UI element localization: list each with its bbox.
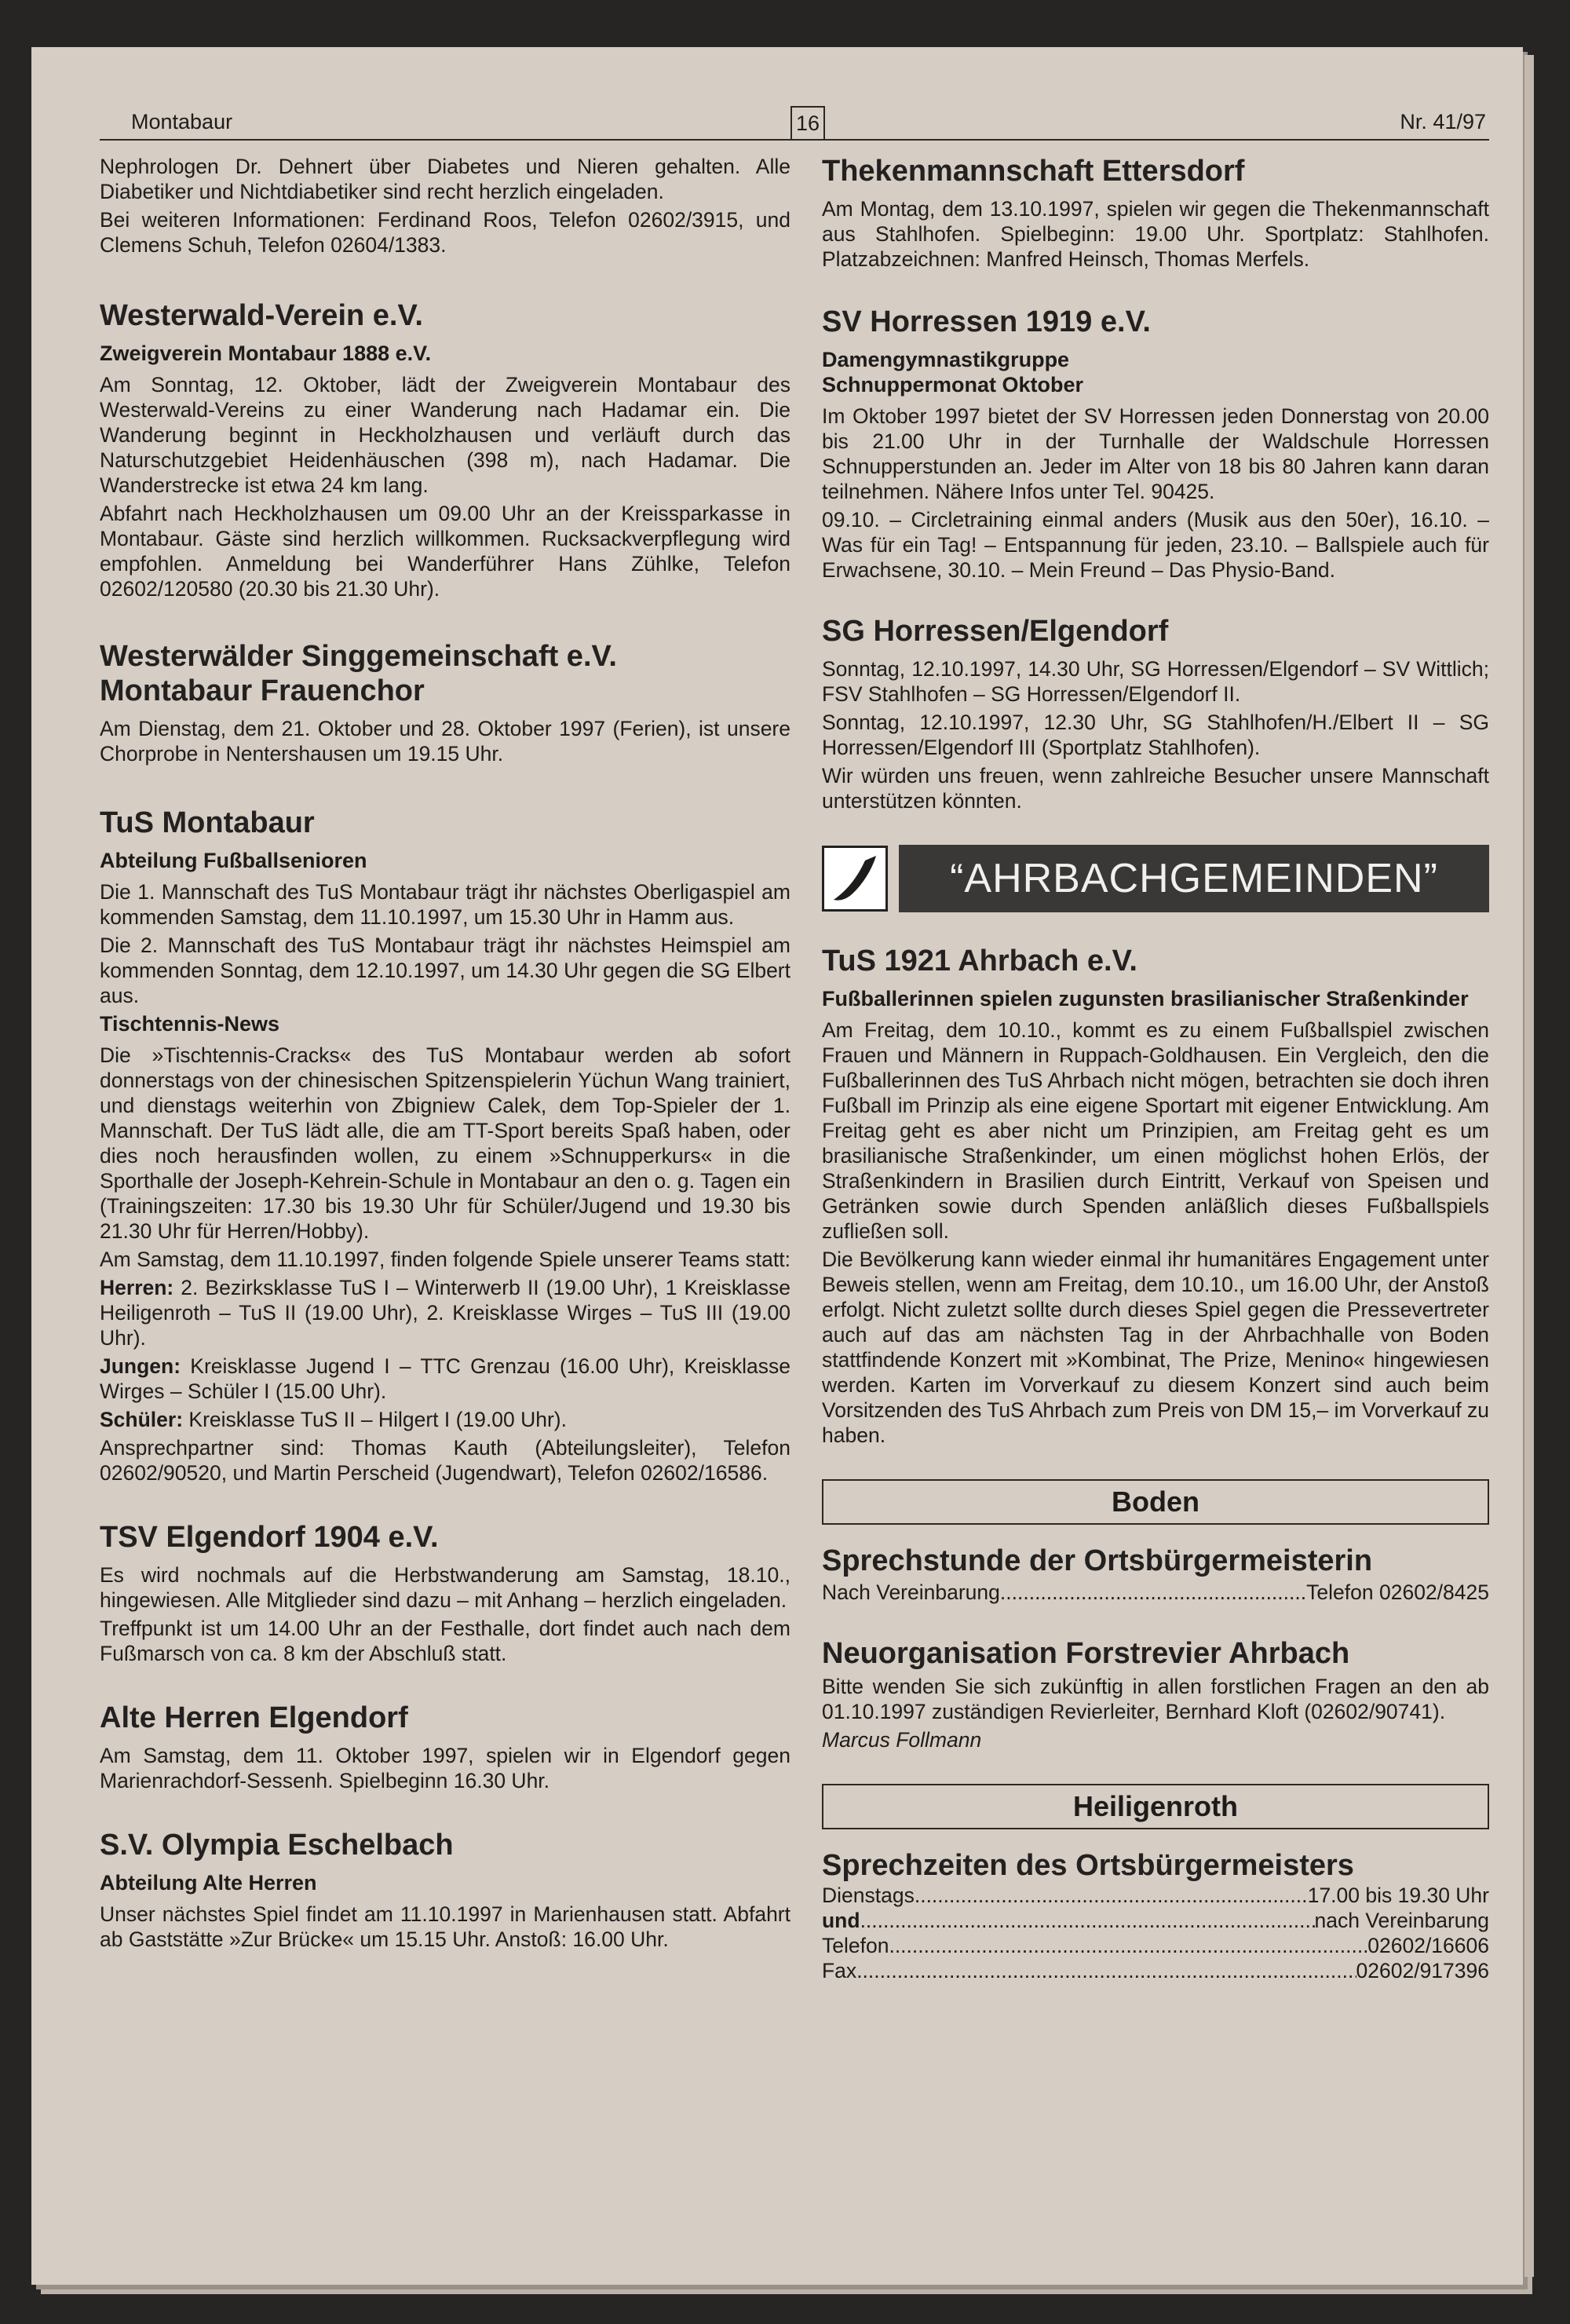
schueler-text: Kreisklasse TuS II – Hilgert I (19.00 Uhr).	[183, 1408, 567, 1431]
heiligenroth-title: Sprechzeiten des Ortsbürgermeisters	[822, 1849, 1354, 1882]
row-left: und	[822, 1909, 860, 1932]
ahrbach-logo	[822, 846, 888, 912]
horressen-para-1: Im Oktober 1997 bietet der SV Horressen jeden Donnerstag von 20.00 bis 21.00 Uhr in der Turnhalle der Waldschule Horressen Schnupperstunden an. Jeder im Alter von 18 bis 80 Jahren kann daran teilnehmen. Nähere Infos unter Tel. 90425.	[822, 404, 1489, 503]
leader-dots	[915, 1883, 1308, 1908]
herren-text: 2. Bezirksklasse TuS I – Winterwerb II (19.00 Uhr), 1 Kreisklasse Heiligenroth – TuS II (19.00 Uhr), 2. Kreisklasse Wirges – TuS III (19.00 Uhr).	[100, 1276, 790, 1350]
heiligenroth-section	[822, 1848, 1489, 1983]
intro-para-1: Nephrologen Dr. Dehnert über Diabetes und Nieren gehalten. Alle Diabetiker und Nichtdiabetiker sind recht herzlich eingeladen.	[100, 155, 790, 203]
altherren-para: Am Samstag, dem 11. Oktober 1997, spielen wir in Elgendorf gegen Marienrachdorf-Sessenh. Spielbeginn 16.30 Uhr.	[100, 1744, 790, 1792]
intro-section	[100, 154, 790, 258]
westerwald-section	[100, 298, 790, 601]
horressen-section	[822, 305, 1489, 583]
singgemeinschaft-title-2: Montabaur Frauenchor	[100, 674, 425, 707]
altherren-section	[100, 1701, 790, 1793]
tus-schueler	[100, 1407, 790, 1432]
heiligenroth-box: Heiligenroth	[822, 1784, 1489, 1829]
boden-signature: Marcus Follmann	[822, 1728, 982, 1752]
tus-title: TuS Montabaur	[100, 806, 315, 839]
row-right: 02602/917396	[1356, 1959, 1489, 1982]
schueler-label: Schüler:	[100, 1408, 184, 1431]
swoosh-icon	[829, 853, 881, 904]
tus-subtitle-tt: Tischtennis-News	[100, 1012, 280, 1036]
page-edge	[1524, 55, 1534, 2277]
boden-para: Bitte wenden Sie sich zukünftig in allen forstlichen Fragen an den ab 01.10.1997 zuständigen Revierleiter, Bernhard Kloft (02602/90741).	[822, 1675, 1489, 1723]
sg-title: SG Horressen/Elgendorf	[822, 615, 1169, 648]
singgemeinschaft-section	[100, 639, 790, 766]
boden-box: Boden	[822, 1479, 1489, 1525]
theken-para: Am Montag, dem 13.10.1997, spielen wir gegen die Thekenmannschaft aus Stahlhofen. Spielbeginn: 19.00 Uhr. Sportplatz: Stahlhofen. Platzabzeichnen: Manfred Heinsch, Thomas Merfels.	[822, 197, 1489, 271]
heiligenroth-row-dienstags	[822, 1883, 1489, 1908]
tus-section	[100, 806, 790, 1485]
olympia-para: Unser nächstes Spiel findet am 11.10.1997 in Marienhausen statt. Abfahrt ab Gaststätte »Zur Brücke« um 15.15 Uhr. Anstoß: 16.00 Uhr.	[100, 1902, 790, 1951]
tus-tt-para-2: Am Samstag, dem 11.10.1997, finden folgende Spiele unserer Teams statt:	[100, 1248, 790, 1271]
jungen-text: Kreisklasse Jugend I – TTC Grenzau (16.00 Uhr), Kreisklasse Wirges – Schüler I (15.00 Uhr).	[100, 1354, 790, 1403]
row-right: 02602/16606	[1367, 1934, 1489, 1957]
intro-para-2: Bei weiteren Informationen: Ferdinand Roos, Telefon 02602/3915, und Clemens Schuh, Telefon 02604/1383.	[100, 208, 790, 257]
row-right: nach Vereinbarung	[1314, 1909, 1489, 1932]
tus-jungen	[100, 1354, 790, 1404]
westerwald-para-1: Am Sonntag, 12. Oktober, lädt der Zweigverein Montabaur des Westerwald-Vereins zu einer Wanderung nach Hadamar ein. Die Wanderung beginnt in Heckholzhausen und verläuft durch das Naturschutzgebiet Heidenhäuschen (398 m), nach Hadamar. Die Wanderstrecke ist etwa 24 km lang.	[100, 373, 790, 497]
olympia-title: S.V. Olympia Eschelbach	[100, 1829, 454, 1862]
boden-leader-left: Nach Vereinbarung	[822, 1580, 1000, 1604]
tus-subtitle-fussball: Abteilung Fußballsenioren	[100, 849, 367, 872]
sg-para-2: Sonntag, 12.10.1997, 12.30 Uhr, SG Stahlhofen/H./Elbert II – SG Horressen/Elgendorf III (Sportplatz Stahlhofen).	[822, 711, 1489, 759]
ahrbach-banner	[822, 845, 1489, 912]
ahrbach-banner-text: “AHRBACHGEMEINDEN”	[899, 845, 1489, 912]
leader-dots	[856, 1958, 1356, 1983]
ahrbach-title: TuS 1921 Ahrbach e.V.	[822, 945, 1137, 977]
ahrbach-para-1: Am Freitag, dem 10.10., kommt es zu einem Fußballspiel zwischen Frauen und Männern in Ruppach-Goldhausen. Ein Vergleich, den die Fußballerinnen des TuS Ahrbach nicht mögen, betrachten sie doch ihren Fußball im Prinzip als eine eigene Sportart mit eigener Entwicklung. Am Freitag geht es aber nicht um Prinzipien, am Freitag geht es um brasilianische Straßenkinder, um einen möglichst hohen Erlös, der Straßenkindern in Brasilien durch Eintritt, Verkauf von Speisen und Getränken sowie durch Spenden anläßlich dieses Fußballspiels zufließen soll.	[822, 1018, 1489, 1243]
tsv-para-2: Treffpunkt ist um 14.00 Uhr an der Festhalle, dort findet auch nach dem Fußmarsch von ca. 8 km der Abschluß statt.	[100, 1617, 790, 1665]
page-header	[100, 104, 1489, 141]
horressen-subtitle-2: Schnuppermonat Oktober	[822, 373, 1084, 396]
heiligenroth-row-telefon	[822, 1933, 1489, 1958]
row-left: Telefon	[822, 1934, 889, 1957]
singgemeinschaft-para: Am Dienstag, dem 21. Oktober und 28. Oktober 1997 (Ferien), ist unsere Chorprobe in Nentershausen um 19.15 Uhr.	[100, 717, 790, 766]
ahrbach-subtitle: Fußballerinnen spielen zugunsten brasilianischer Straßenkinder	[822, 987, 1469, 1010]
leader-dots	[860, 1908, 1315, 1933]
sg-para-3: Wir würden uns freuen, wenn zahlreiche Besucher unsere Mannschaft unterstützen könnten.	[822, 764, 1489, 813]
westerwald-para-2: Abfahrt nach Heckholzhausen um 09.00 Uhr an der Kreissparkasse in Montabaur. Gäste sind herzlich willkommen. Rucksackverpflegung wird empfohlen. Anmeldung bei Wanderführer Hans Zühlke, Telefon 02602/120580 (20.30 bis 21.30 Uhr).	[100, 502, 790, 601]
header-issue: Nr. 41/97	[1400, 110, 1486, 133]
leader-dots	[1000, 1580, 1306, 1605]
sg-section	[822, 614, 1489, 813]
singgemeinschaft-title-1: Westerwälder Singgemeinschaft e.V.	[100, 640, 617, 673]
westerwald-title: Westerwald-Verein e.V.	[100, 299, 423, 332]
horressen-subtitle-1: Damengymnastikgruppe	[822, 348, 1070, 371]
theken-title: Thekenmannschaft Ettersdorf	[822, 155, 1245, 188]
jungen-label: Jungen:	[100, 1354, 181, 1378]
header-town: Montabaur	[131, 110, 233, 133]
olympia-subtitle: Abteilung Alte Herren	[100, 1871, 317, 1895]
tsv-title: TSV Elgendorf 1904 e.V.	[100, 1521, 439, 1554]
sg-para-1: Sonntag, 12.10.1997, 14.30 Uhr, SG Horressen/Elgendorf – SV Wittlich; FSV Stahlhofen – SG Horressen/Elgendorf II.	[822, 657, 1489, 706]
horressen-title: SV Horressen 1919 e.V.	[822, 305, 1151, 338]
row-left: Fax	[822, 1959, 857, 1982]
olympia-section	[100, 1828, 790, 1952]
westerwald-subtitle: Zweigverein Montabaur 1888 e.V.	[100, 342, 432, 365]
page-number-box: 16	[790, 106, 825, 141]
right-column	[822, 154, 1489, 2029]
tus-tt-para-1: Die »Tischtennis-Cracks« des TuS Montabaur werden ab sofort donnerstags von der chinesischen Spitzenspielerin Yüchun Wang trainiert, und dienstags weiterhin von Zbigniew Calek, dem Top-Spieler der 1. Mannschaft. Der TuS lädt alle, die am TT-Sport bereits Spaß haben, oder dies noch herausfinden wollen, zu einem »Schnupperkurs« in die Sporthalle der Joseph-Kehrein-Schule in Montabaur an den o. g. Tagen ein (Trainingszeiten: 17.30 bis 19.30 Uhr für Schüler/Jugend und 19.30 bis 21.30 Uhr für Herren/Hobby).	[100, 1043, 790, 1243]
row-left: Dienstags	[822, 1884, 915, 1907]
boden-section	[822, 1544, 1489, 1752]
heiligenroth-row-und	[822, 1908, 1489, 1933]
boden-title-1: Sprechstunde der Ortsbürgermeisterin	[822, 1544, 1373, 1577]
tsv-para-1: Es wird nochmals auf die Herbstwanderung am Samstag, 18.10., hingewiesen. Alle Mitglieder sind dazu – mit Anhang – herzlich eingeladen.	[100, 1563, 790, 1612]
tus-fussball-para-2: Die 2. Mannschaft des TuS Montabaur trägt ihr nächstes Heimspiel am kommenden Sonntag, dem 12.10.1997, um 14.30 Uhr gegen die SG Elbert aus.	[100, 934, 790, 1007]
ahrbach-para-2: Die Bevölkerung kann wieder einmal ihr humanitäres Engagement unter Beweis stellen, wenn am Freitag, dem 10.10., um 16.00 Uhr, der Anstoß erfolgt. Nicht zuletzt sollte durch dieses Spiel gegen die Pressevertreter auch auf das am nächsten Tag in der Ahrbachhalle von Boden stattfindende Konzert mit »Kombinat, The Prize, Menino« hingewiesen werden. Karten im Vorverkauf zu diesem Konzert sind auch beim Vorsitzenden des TuS Ahrbach zum Preis von DM 15,– im Vorverkauf zu haben.	[822, 1248, 1489, 1447]
theken-section	[822, 154, 1489, 272]
row-right: 17.00 bis 19.30 Uhr	[1307, 1884, 1489, 1907]
ahrbach-section	[822, 944, 1489, 1448]
altherren-title: Alte Herren Elgendorf	[100, 1701, 408, 1734]
tus-contact: Ansprechpartner sind: Thomas Kauth (Abteilungsleiter), Telefon 02602/90520, und Martin Perscheid (Jugendwart), Telefon 02602/16586.	[100, 1436, 790, 1485]
horressen-para-2: 09.10. – Circletraining einmal anders (Musik aus den 50er), 16.10. – Was für ein Tag! – Entspannung für jeden, 23.10. – Ballspiele auch für Erwachsene, 30.10. – Mein Freund – Das Physio-Band.	[822, 508, 1489, 582]
herren-label: Herren:	[100, 1276, 174, 1299]
boden-leader-right: Telefon 02602/8425	[1306, 1580, 1489, 1604]
heiligenroth-row-fax	[822, 1958, 1489, 1983]
tsv-section	[100, 1520, 790, 1666]
tus-herren	[100, 1275, 790, 1350]
leader-dots	[889, 1933, 1367, 1958]
tus-fussball-para-1: Die 1. Mannschaft des TuS Montabaur trägt ihr nächstes Oberligaspiel am kommenden Samstag, dem 11.10.1997, um 15.30 Uhr in Hamm aus.	[100, 880, 790, 929]
boden-leader-row	[822, 1580, 1489, 1605]
left-column	[100, 154, 790, 1997]
boden-title-2: Neuorganisation Forstrevier Ahrbach	[822, 1637, 1350, 1670]
